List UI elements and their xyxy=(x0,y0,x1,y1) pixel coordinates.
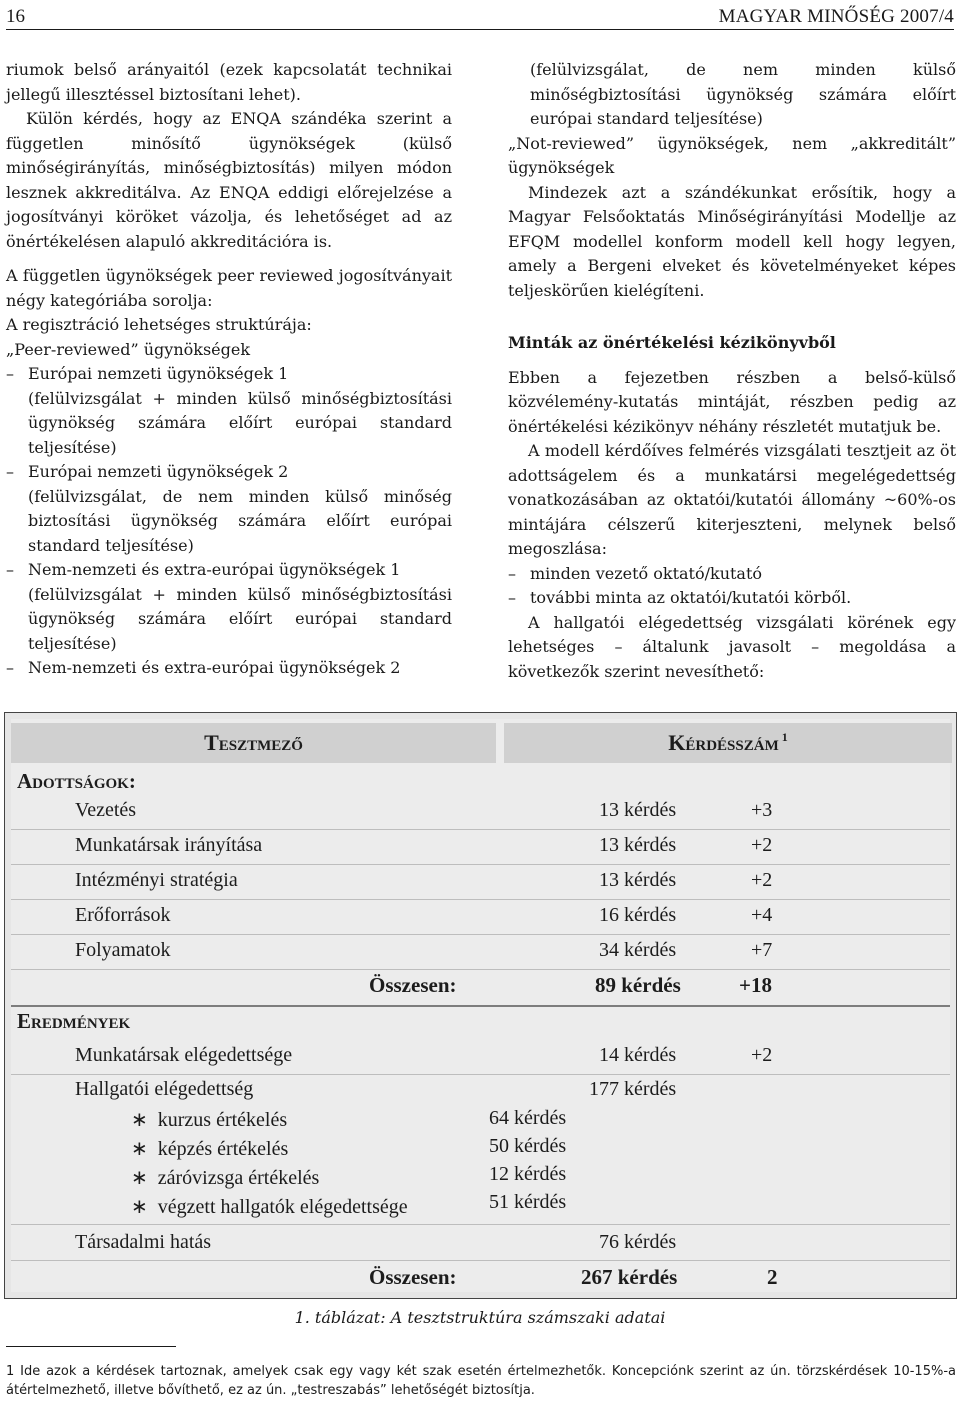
extra-questions: +4 xyxy=(751,904,773,926)
extra-questions: +7 xyxy=(751,939,773,961)
row-label: Munkatársak elégedettsége xyxy=(75,1044,293,1066)
sub-row-label: ∗ képzés értékelés xyxy=(131,1138,289,1160)
paragraph: Mindezek azt a szándékunkat erősítik, hogy a Magyar Felsőoktatás Minőségirányítási Modellje az EFQM modellel konform modell kell hogy legyen, amely a Bergeni elveket és követelményeket képes teljeskörűen kielégíteni. xyxy=(508,182,956,300)
question-count: 177 kérdés xyxy=(589,1078,677,1100)
row-label: Erőforrások xyxy=(75,904,171,926)
paragraph: riumok belső arányaitól (ezek kapcsolatát technikai jellegű illesztéssel biztosítani lehet). xyxy=(6,60,452,104)
total-label: Összesen: xyxy=(369,1265,457,1289)
sub-question-count: 64 kérdés xyxy=(489,1107,567,1129)
list-heading: „Not-reviewed” ügynökségek, nem „akkreditált” ügynökségek xyxy=(508,133,956,177)
question-count: 13 kérdés xyxy=(599,799,677,821)
footnote-marker: 1 xyxy=(781,729,788,744)
sub-row-label: ∗ végzett hallgatók elégedettsége xyxy=(131,1196,408,1218)
row-label: Hallgatói elégedettség xyxy=(75,1078,254,1100)
page-header xyxy=(6,6,954,30)
paragraph: A hallgatói elégedettség vizsgálati körének egy lehetséges – általunk javasolt – megoldása a következők szerint nevesíthető: xyxy=(508,612,956,681)
question-count: 13 kérdés xyxy=(599,869,677,891)
extra-questions: +3 xyxy=(751,799,773,821)
list-item-detail: (felülvizsgálat + minden külső minőségbiztosítási ügynökség számára előírt európai standard teljesítése) xyxy=(28,584,452,653)
sub-question-count: 51 kérdés xyxy=(489,1191,567,1213)
sub-row-label: ∗ záróvizsga értékelés xyxy=(131,1167,320,1189)
extra-questions: +2 xyxy=(751,1044,773,1066)
total-question-count: 89 kérdés xyxy=(595,973,681,997)
asterisk-icon: ∗ xyxy=(131,1109,148,1131)
footnote-divider xyxy=(6,1346,176,1347)
page-number: 16 xyxy=(6,6,25,27)
row-label: Folyamatok xyxy=(75,939,171,961)
left-column xyxy=(6,58,452,681)
list-item-detail: (felülvizsgálat + minden külső minőségbiztosítási ügynökség számára előírt európai standard teljesítése) xyxy=(28,388,452,457)
extra-questions: +2 xyxy=(751,834,773,856)
list-item-detail: (felülvizsgálat, de nem minden külső minőség biztosítási ügynökség számára előírt európai standard teljesítése) xyxy=(28,486,452,555)
row-label: Intézményi stratégia xyxy=(75,869,238,891)
total-question-count: 267 kérdés xyxy=(581,1265,678,1289)
question-count: 13 kérdés xyxy=(599,834,677,856)
list-item: – Nem-nemzeti és extra-európai ügynökségek 1 xyxy=(6,560,401,579)
question-count: 76 kérdés xyxy=(599,1231,677,1253)
sub-row-label: ∗ kurzus értékelés xyxy=(131,1109,288,1131)
sentence: Külön kérdés, hogy az ENQA szándéka szerint a független minősítő ügynökségek (külső minőségirányítás, minőségbiztosítás) milyen módon lesznek akkreditálva. xyxy=(6,109,452,202)
section-label-enablers: Adottságok: xyxy=(17,769,136,793)
asterisk-icon: ∗ xyxy=(131,1138,148,1160)
list-item: – minden vezető oktató/kutató xyxy=(508,563,763,583)
paragraph: A regisztráció lehetséges struktúrája: xyxy=(6,315,312,334)
section-heading: Minták az önértékelési kézikönyvből xyxy=(508,333,836,352)
paragraph: A modell kérdőíves felmérés vizsgálati tesztjeit az öt adottságelem és a munkatársi megelégedettség vonatkozásában az oktatói/kutatói állomány ~60%-os mintájára célszerű kiterjeszteni, melynek belső megoszlása: xyxy=(508,441,956,558)
total-extra-questions: 2 xyxy=(767,1265,778,1289)
list-item: – Európai nemzeti ügynökségek 1 xyxy=(6,364,289,383)
paragraph xyxy=(6,107,452,254)
section-label-results: Eredmények xyxy=(17,1009,131,1033)
paragraph: A független ügynökségek peer reviewed jogosítványait négy kategóriába sorolja: xyxy=(6,266,452,310)
question-count: 16 kérdés xyxy=(599,904,677,926)
list-item: – Nem-nemzeti és extra-európai ügynökségek 2 xyxy=(6,658,401,677)
total-label: Összesen: xyxy=(369,973,457,997)
list-item: – Európai nemzeti ügynökségek 2 xyxy=(6,462,289,481)
footnote: 1 Ide azok a kérdések tartoznak, amelyek csak egy vagy két szak esetén értelmezhetők. Koncepciónk szerint az ún. törzskérdések 10-15%-a átértelmezhető, illetve bővíthető, ez az ún. „testreszabás” lehetőségét biztosítja. xyxy=(6,1364,956,1398)
sub-question-count: 12 kérdés xyxy=(489,1163,567,1185)
row-label: Munkatársak irányítása xyxy=(75,834,263,856)
asterisk-icon: ∗ xyxy=(131,1167,148,1189)
list-item: – további minta az oktatói/kutatói körből. xyxy=(508,588,852,607)
paragraph: Ebben a fejezetben részben a belső-külső közvélemény-kutatás mintáját, részben pedig az önértékelési kézikönyv néhány részletét mutatjuk be. xyxy=(508,367,956,436)
table-caption: 1. táblázat: A tesztstruktúra számszaki adatai xyxy=(294,1308,666,1327)
question-count: 14 kérdés xyxy=(599,1044,677,1066)
right-column xyxy=(508,58,956,684)
sentence: Az ENQA eddigi előrejelzése a jogosítványi köröket vázolja, és lehetőséget ad az önértékelésen alapuló akkreditációra is. xyxy=(6,182,453,251)
list-item-detail: (felülvizsgálat, de nem minden külső minőségbiztosítási ügynökség számára előírt európai standard teljesítése) xyxy=(530,60,956,128)
extra-questions: +2 xyxy=(751,869,773,891)
column-header-question-count: Kérdésszám $^1$ xyxy=(504,723,952,763)
row-label: Vezetés xyxy=(75,799,137,821)
list-heading: „Peer-reviewed” ügynökségek xyxy=(6,339,251,359)
question-count: 34 kérdés xyxy=(599,939,677,961)
row-label: Társadalmi hatás xyxy=(75,1231,212,1253)
sub-question-count: 50 kérdés xyxy=(489,1135,567,1157)
column-header-test-field: Tesztmező xyxy=(11,723,496,763)
total-extra-questions: +18 xyxy=(739,973,772,997)
asterisk-icon: ∗ xyxy=(131,1196,148,1218)
test-structure-table xyxy=(4,712,957,1299)
journal-title: MAGYAR MINŐSÉG 2007/4 xyxy=(718,6,954,27)
